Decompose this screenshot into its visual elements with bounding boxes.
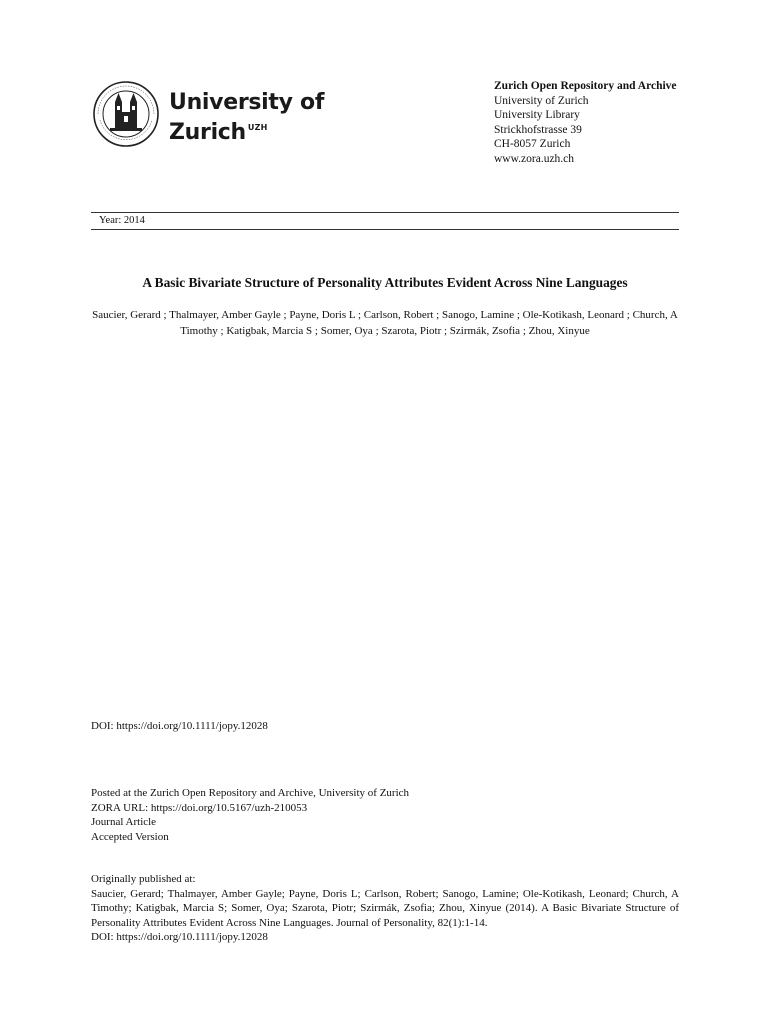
original-heading: Originally published at: [91, 873, 196, 885]
doi-line: DOI: https://doi.org/10.1111/jopy.12028 [91, 720, 268, 732]
university-seal-icon [92, 80, 160, 148]
repository-institution: University of Zurich [494, 94, 589, 107]
original-citation: Saucier, Gerard; Thalmayer, Amber Gayle; Payne, Doris L; Carlson, Robert; Sanogo, Lamine; Ole-Kotikash, Leonard; Church, A Timothy; Katigbak, Marcia S; Somer, Oya; Szarota, Piotr; Szirmák, Zsofia; Zhou, Xinyue (2014). A Basic Bivariate Structure of Personality Attributes Evident Across Nine Languages. Journal of Personality, 82(1):1-14. [91, 887, 679, 929]
publication-type: Journal Article [91, 816, 157, 828]
posting-info [91, 786, 409, 844]
zora-url: ZORA URL: https://doi.org/10.5167/uzh-210053 [91, 801, 308, 814]
repository-name: Zurich Open Repository and Archive [494, 80, 677, 92]
logo-suffix: UZH [247, 123, 268, 132]
repository-website: www.zora.uzh.ch [494, 152, 575, 165]
repository-address [494, 79, 678, 166]
original-publication [91, 872, 679, 945]
year-label: Year: 2014 [99, 215, 145, 226]
original-doi: DOI: https://doi.org/10.1111/jopy.12028 [91, 931, 268, 943]
repository-city: CH-8057 Zurich [494, 138, 571, 150]
university-logo [92, 80, 325, 150]
author-list: Saucier, Gerard ; Thalmayer, Amber Gayle ; Payne, Doris L ; Carlson, Robert ; Sanogo, Lamine ; Ole-Kotikash, Leonard ; Church, A Timothy ; Katigbak, Marcia S ; Somer, Oya ; Szarota, Piotr ; Szirmák, Zsofia ; Zhou, Xinyue [92, 309, 678, 337]
logo-text-line2: Zurich [169, 120, 246, 145]
publication-version: Accepted Version [91, 830, 169, 843]
repository-street: Strickhofstrasse 39 [494, 123, 582, 136]
paper-title: A Basic Bivariate Structure of Personality Attributes Evident Across Nine Languages [142, 275, 628, 290]
year-bar [91, 212, 679, 230]
posted-at: Posted at the Zurich Open Repository and Archive, University of Zurich [91, 787, 410, 799]
logo-text-line1: University of [169, 90, 325, 115]
repository-library: University Library [494, 109, 580, 121]
